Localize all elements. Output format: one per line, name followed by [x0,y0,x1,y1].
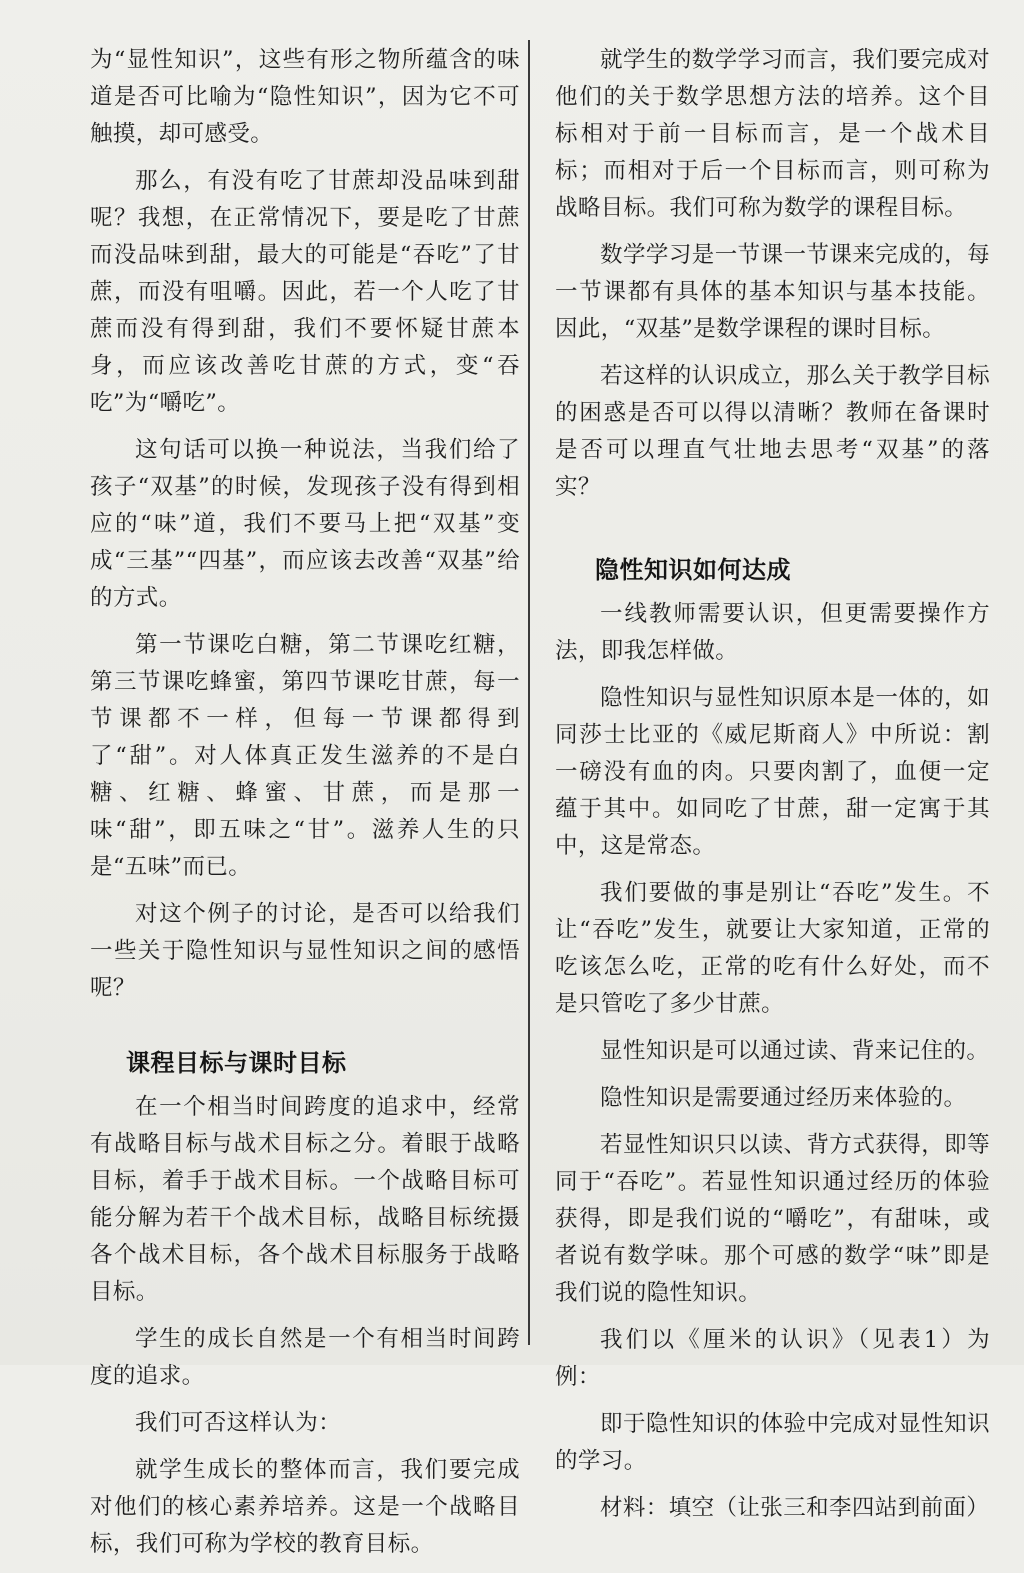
column-divider [528,40,530,1345]
left-column [90,42,520,1573]
paragraph: 即于隐性知识的体验中完成对显性知识的学习。 [555,1411,990,1474]
paragraph: 若这样的认识成立，那么关于教学目标的困惑是否可以得以清晰？教师在备课时是否可以理直气壮地去思考“双基”的落实？ [555,363,990,500]
paragraph: 我们要做的事是别让“吞吃”发生。不让“吞吃”发生，就要让大家知道，正常的吃该怎么吃，正常的吃有什么好处，而不是只管吃了多少甘蔗。 [555,880,990,1017]
paragraph: 隐性知识是需要通过经历来体验的。 [600,1085,967,1111]
paragraph: 我们以《厘米的认识》（见表1）为例： [555,1327,990,1390]
paragraph: 这句话可以换一种说法，当我们给了孩子“双基”的时候，发现孩子没有得到相应的“味”道，我们不要马上把“双基”变成“三基”“四基”，而应该去改善“双基”给的方式。 [90,437,520,611]
section-heading: 隐性知识如何达成 [595,556,791,584]
paragraph: 那么，有没有吃了甘蔗却没品味到甜呢？我想，在正常情况下，要是吃了甘蔗而没品味到甜，最大的可能是“吞吃”了甘蔗，而没有咀嚼。因此，若一个人吃了甘蔗而没有得到甜，我们不要怀疑甘蔗本身，而应该改善吃甘蔗的方式，变“吞吃”为“嚼吃”。 [90,168,520,416]
paragraph: 一线教师需要认识，但更需要操作方法，即我怎样做。 [555,601,990,664]
paragraph: 为“显性知识”，这些有形之物所蕴含的味道是否可比喻为“隐性知识”，因为它不可触摸，却可感受。 [90,47,520,147]
paragraph: 数学学习是一节课一节课来完成的，每一节课都有具体的基本知识与基本技能。因此，“双基”是数学课程的课时目标。 [555,242,990,342]
paragraph: 就学生成长的整体而言，我们要完成对他们的核心素养培养。这是一个战略目标，我们可称为学校的教育目标。 [90,1457,520,1557]
paragraph: 第一节课吃白糖，第二节课吃红糖，第三节课吃蜂蜜，第四节课吃甘蔗，每一节课都不一样，但每一节课都得到了“甜”。对人体真正发生滋养的不是白糖、红糖、蜂蜜、甘蔗，而是那一味“甜”，即五味之“甘”。滋养人生的只是“五味”而已。 [90,632,520,880]
paragraph: 我们可否这样认为： [135,1410,342,1436]
paragraph: 学生的成长自然是一个有相当时间跨度的追求。 [90,1326,520,1389]
right-column [555,42,990,1537]
paragraph: 对这个例子的讨论，是否可以给我们一些关于隐性知识与显性知识之间的感悟呢？ [90,901,520,1001]
section-heading: 课程目标与课时目标 [126,1049,347,1077]
paragraph: 隐性知识与显性知识原本是一体的，如同莎士比亚的《威尼斯商人》中所说：割一磅没有血的肉。只要肉割了，血便一定蕴于其中。如同吃了甘蔗，甜一定寓于其中，这是常态。 [555,685,990,859]
paragraph: 显性知识是可以通过读、背来记住的。 [600,1038,990,1064]
paragraph: 若显性知识只以读、背方式获得，即等同于“吞吃”。若显性知识通过经历的体验获得，即是我们说的“嚼吃”，有甜味，或者说有数学味。那个可感的数学“味”即是我们说的隐性知识。 [555,1132,990,1306]
paragraph: 就学生的数学学习而言，我们要完成对他们的关于数学思想方法的培养。这个目标相对于前一目标而言，是一个战术目标；而相对于后一个目标而言，则可称为战略目标。我们可称为数学的课程目标。 [555,47,990,221]
paragraph: 在一个相当时间跨度的追求中，经常有战略目标与战术目标之分。着眼于战略目标，着手于战术目标。一个战略目标可能分解为若干个战术目标，战略目标统摄各个战术目标，各个战术目标服务于战略目标。 [90,1094,520,1305]
paragraph: 材料：填空（让张三和李四站到前面） [600,1495,990,1521]
